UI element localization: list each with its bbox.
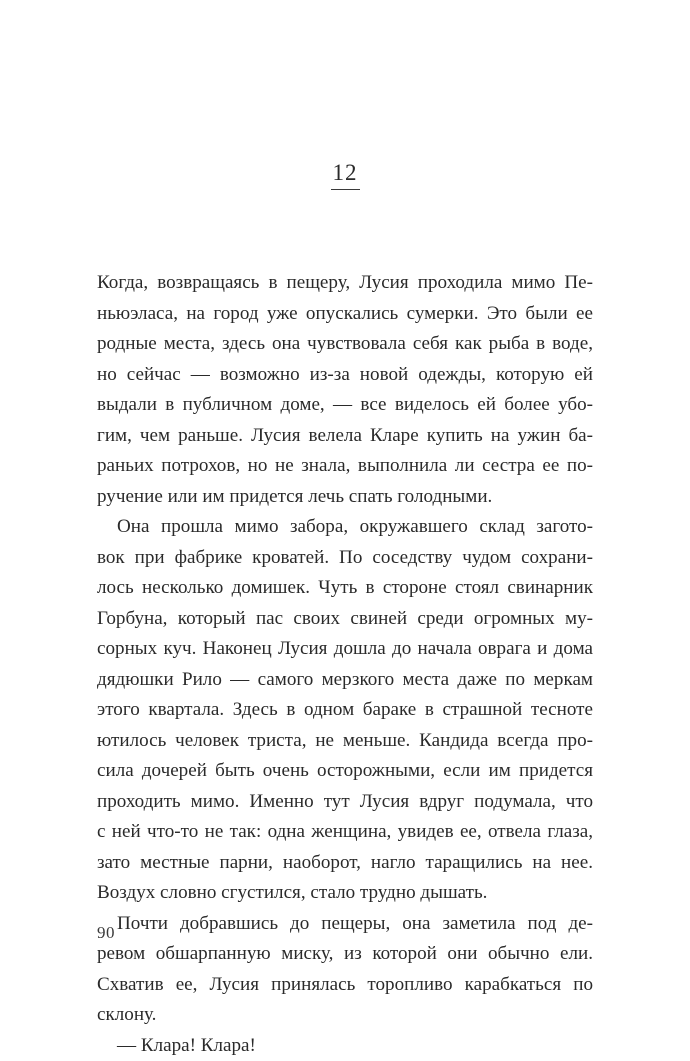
text-line: Она прошла мимо забора, окружавшего склад загото- [97, 512, 593, 543]
paragraph [97, 268, 593, 512]
text-line: проходить мимо. Именно тут Лусия вдруг подумала, что [97, 787, 593, 818]
text-line: склону. [97, 1000, 593, 1031]
chapter-heading [0, 160, 690, 190]
text-line: зато местные парни, наоборот, нагло таращились на нее. [97, 848, 593, 879]
text-line: сорных куч. Наконец Лусия дошла до начала оврага и дома [97, 634, 593, 665]
text-line: Горбуна, который пас своих свиней среди огромных му- [97, 604, 593, 635]
text-line: ручение или им придется лечь спать голодными. [97, 482, 593, 513]
text-line: дядюшки Рило — самого мерзкого места даже по меркам [97, 665, 593, 696]
text-line: выдали в публичном доме, — все виделось ей более убо- [97, 390, 593, 421]
text-line: ютилось человек триста, не меньше. Кандида всегда про- [97, 726, 593, 757]
paragraph [97, 909, 593, 1031]
body-text [97, 268, 593, 1061]
text-line: родные места, здесь она чувствовала себя как рыба в воде, [97, 329, 593, 360]
page-number: 90 [97, 923, 115, 943]
text-line: Воздух словно сгустился, стало трудно дышать. [97, 878, 593, 909]
text-line: вок при фабрике кроватей. По соседству чудом сохрани- [97, 543, 593, 574]
paragraph [97, 512, 593, 909]
text-line: Схватив ее, Лусия принялась торопливо карабкаться по [97, 970, 593, 1001]
text-line: ревом обшарпанную миску, из которой они обычно ели. [97, 939, 593, 970]
text-line: Когда, возвращаясь в пещеру, Лусия проходила мимо Пе- [97, 268, 593, 299]
text-line: Почти добравшись до пещеры, она заметила под де- [97, 909, 593, 940]
text-line: раньих потрохов, но не знала, выполнила ли сестра ее по- [97, 451, 593, 482]
text-line: сила дочерей быть очень осторожными, если им придется [97, 756, 593, 787]
text-line: — Клара! Клара! [97, 1031, 593, 1061]
paragraph [97, 1031, 593, 1061]
text-line: но сейчас — возможно из-за новой одежды, которую ей [97, 360, 593, 391]
text-line: с ней что-то не так: одна женщина, увидев ее, отвела глаза, [97, 817, 593, 848]
text-line: лось несколько домишек. Чуть в стороне стоял свинарник [97, 573, 593, 604]
text-line: гим, чем раньше. Лусия велела Кларе купить на ужин ба- [97, 421, 593, 452]
text-line: этого квартала. Здесь в одном бараке в страшной тесноте [97, 695, 593, 726]
text-line: ньюэласа, на город уже опускались сумерки. Это были ее [97, 299, 593, 330]
chapter-number: 12 [331, 160, 360, 190]
